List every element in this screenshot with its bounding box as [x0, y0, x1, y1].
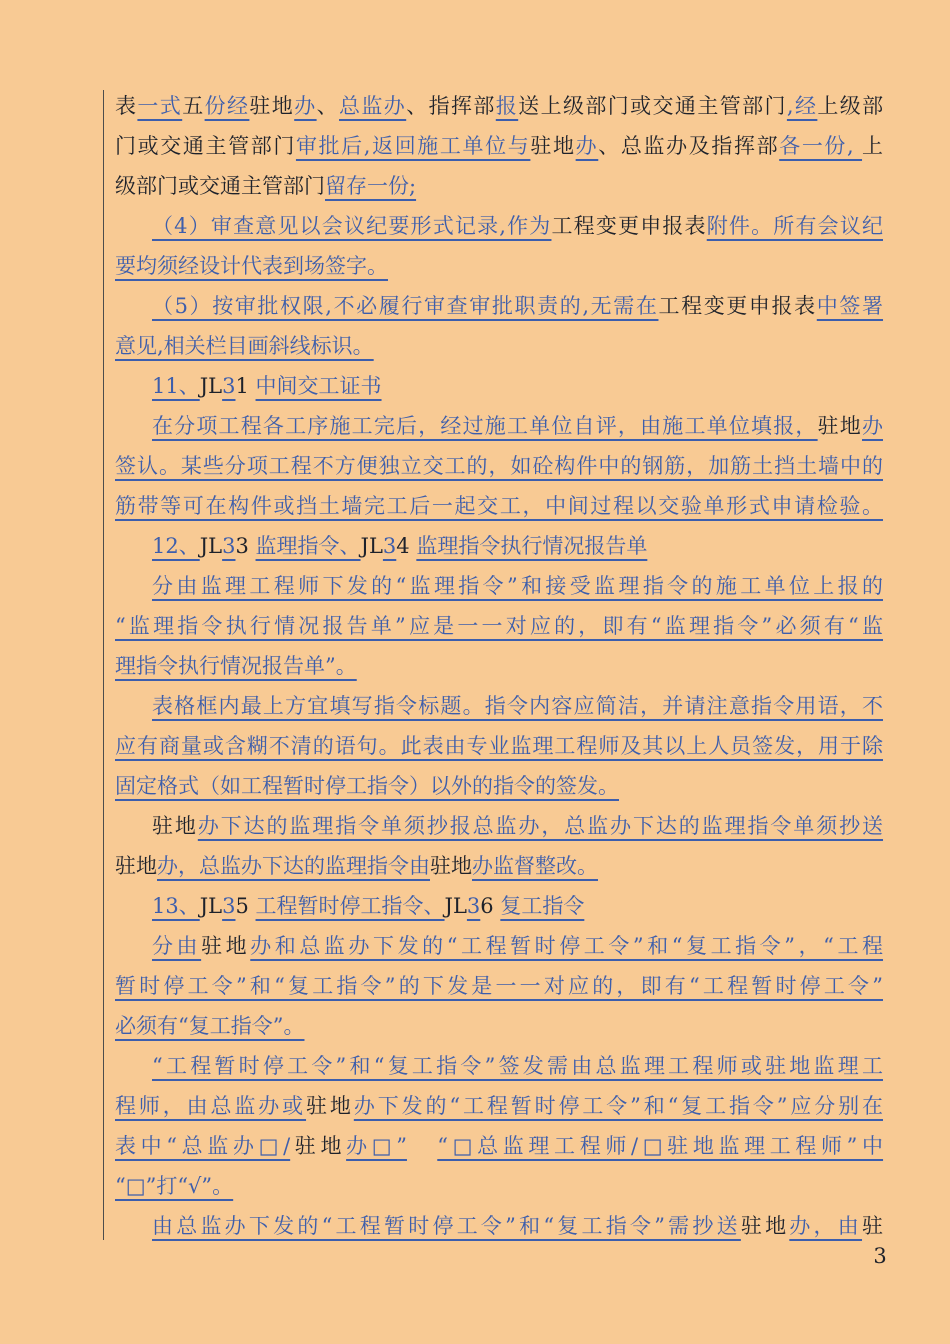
- inserted-text-segment: 3: [222, 894, 236, 918]
- text-line: [115, 1166, 883, 1206]
- inserted-text-segment: 3: [222, 534, 236, 558]
- inserted-text-segment: 复工指令: [500, 894, 585, 918]
- inserted-text-segment: 筋带等可在构件或挡土墙完工后一起交工，中间过程以交验单形式申请检验。: [115, 494, 883, 518]
- text-line: [115, 446, 883, 486]
- text-line: [115, 166, 883, 206]
- inserted-text-segment: （4）审查意见以会议纪要形式记录,作为: [152, 214, 552, 238]
- inserted-text-segment: 办下达的监理指令单须抄报总监办，总监办下达的监理指令单须抄送: [197, 814, 884, 838]
- text-line: [115, 286, 883, 326]
- inserted-text-segment: ,经: [786, 94, 818, 118]
- inserted-text-segment: 必须有“复工指令”。: [115, 1014, 305, 1038]
- original-text-segment: 驻地: [115, 854, 157, 878]
- original-text-segment: 驻地: [306, 1094, 354, 1118]
- text-line: [115, 246, 883, 286]
- inserted-text-segment: 附件。所有会议纪: [706, 214, 883, 238]
- original-text-segment: 门或交通主管部门: [115, 134, 296, 158]
- original-text-segment: 、: [316, 94, 340, 118]
- inserted-text-segment: 中间交工证书: [255, 374, 382, 398]
- inserted-text-segment: 办，总监办下达的监理指令由: [157, 854, 430, 878]
- inserted-text-segment: 审批后,返回施工单位与: [295, 134, 531, 158]
- text-line: [115, 766, 883, 806]
- inserted-text-segment: 办: [862, 414, 883, 438]
- page-number: 3: [873, 1244, 887, 1268]
- text-line: [115, 406, 883, 446]
- inserted-text-segment: 报: [495, 94, 519, 118]
- original-text-segment: 表: [115, 94, 138, 118]
- original-text-segment: 送上级部门或交通主管部门: [518, 94, 787, 118]
- inserted-text-segment: 3: [466, 894, 481, 918]
- inserted-text-segment: 3: [382, 534, 397, 558]
- original-text-segment: 驻地: [249, 94, 295, 118]
- original-text-segment: 、指挥部: [406, 94, 496, 118]
- inserted-text-segment: 办: [575, 134, 599, 158]
- text-line: [115, 806, 883, 846]
- original-text-segment: [407, 1134, 437, 1158]
- original-text-segment: 3: [235, 534, 256, 558]
- inserted-text-segment: 办: [294, 94, 317, 118]
- inserted-text-segment: 签认。某些分项工程不方便独立交工的，如砼构件中的钢筋，加筋土挡土墙中的: [115, 454, 883, 478]
- inserted-text-segment: 由总监办下发的“工程暂时停工令”和“复工指令”需抄送: [152, 1214, 741, 1238]
- original-text-segment: 驻地: [740, 1214, 790, 1238]
- inserted-text-segment: “工程暂时停工令”和“复工指令”签发需由总监理工程师或驻地监理工: [152, 1054, 883, 1078]
- text-line: [115, 206, 883, 246]
- original-text-segment: 6: [480, 894, 501, 918]
- text-line: [115, 726, 883, 766]
- original-text-segment: 驻地: [530, 134, 576, 158]
- inserted-text-segment: 办和总监办下发的“工程暂时停工令”和“复工指令”，“工程: [250, 934, 884, 958]
- inserted-text-segment: 在分项工程各工序施工完后，经过施工单位自评，由施工单位填报，: [152, 414, 818, 438]
- original-text-segment: 级部门或交通主管部门: [115, 174, 325, 198]
- original-text-segment: JL: [360, 534, 383, 558]
- original-text-segment: JL: [199, 534, 223, 558]
- inserted-text-segment: 办下发的“工程暂时停工令”和“复工指令”应分别在: [353, 1094, 883, 1118]
- original-text-segment: 工程变更申报表: [658, 294, 817, 318]
- inserted-text-segment: 表格框内最上方宜填写指令标题。指令内容应简洁，并请注意指令用语，不: [152, 694, 883, 718]
- text-line: [115, 846, 883, 886]
- text-line: [115, 1086, 883, 1126]
- text-line: [115, 686, 883, 726]
- inserted-text-segment: 理指令执行情况报告单”。: [115, 654, 357, 678]
- inserted-text-segment: （5）按审批权限,不必履行审查审批职责的,无需在: [152, 294, 659, 318]
- original-text-segment: 驻地: [817, 414, 862, 438]
- revision-change-bar: [103, 90, 104, 1240]
- text-line: [115, 126, 883, 166]
- inserted-text-segment: 监理指令、: [255, 534, 361, 558]
- inserted-text-segment: 留存一份;: [325, 174, 417, 198]
- inserted-text-segment: 办监督整改。: [472, 854, 598, 878]
- text-line: [115, 366, 883, 406]
- inserted-text-segment: “□总监理工程师/□驻地监理工程师”中: [437, 1134, 884, 1158]
- text-line: [115, 526, 883, 566]
- original-text-segment: 工程变更申报表: [551, 214, 707, 238]
- inserted-text-segment: 3: [222, 374, 236, 398]
- text-line: [115, 566, 883, 606]
- inserted-text-segment: “监理指令执行情况报告单”应是一一对应的，即有“监理指令”必须有“监: [115, 614, 883, 638]
- inserted-text-segment: 程师，由总监办或: [115, 1094, 307, 1118]
- inserted-text-segment: 应有商量或含糊不清的语句。此表由专业监理工程师及其以上人员签发，用于除: [115, 734, 883, 758]
- original-text-segment: JL: [199, 374, 223, 398]
- text-line: [115, 1126, 883, 1166]
- original-text-segment: JL: [444, 894, 467, 918]
- original-text-segment: 驻: [862, 1214, 884, 1238]
- original-text-segment: 5: [235, 894, 256, 918]
- original-text-segment: 、总监办及指挥部: [598, 134, 780, 158]
- text-line: [115, 926, 883, 966]
- inserted-text-segment: 要均须经设计代表到场签字。: [115, 254, 388, 278]
- original-text-segment: 驻地: [152, 814, 198, 838]
- text-line: [115, 646, 883, 686]
- original-text-segment: 上: [862, 134, 884, 158]
- inserted-text-segment: 12、: [152, 534, 200, 558]
- text-block: [115, 86, 883, 1246]
- text-line: [115, 606, 883, 646]
- text-line: [115, 486, 883, 526]
- inserted-text-segment: 总监办: [339, 94, 407, 118]
- text-line: [115, 86, 883, 126]
- text-line: [115, 1046, 883, 1086]
- inserted-text-segment: 各一份,: [779, 134, 863, 158]
- inserted-text-segment: 11、: [152, 374, 200, 398]
- inserted-text-segment: 一式: [137, 94, 183, 118]
- inserted-text-segment: 中签署: [816, 294, 884, 318]
- inserted-text-segment: 办，由: [789, 1214, 863, 1238]
- text-line: [115, 966, 883, 1006]
- inserted-text-segment: 监理指令执行情况报告单: [416, 534, 648, 558]
- inserted-text-segment: 分由监理工程师下发的“监理指令”和接受监理指令的施工单位上报的: [152, 574, 883, 598]
- original-text-segment: 驻地: [290, 1134, 347, 1158]
- inserted-text-segment: 份经: [204, 94, 250, 118]
- inserted-text-segment: 暂时停工令”和“复工指令”的下发是一一对应的，即有“工程暂时停工令”: [115, 974, 883, 998]
- inserted-text-segment: 固定格式（如工程暂时停工指令）以外的指令的签发。: [115, 774, 619, 798]
- original-text-segment: 驻地: [430, 854, 472, 878]
- inserted-text-segment: 表中“总监办□/: [115, 1134, 291, 1158]
- inserted-text-segment: 13、: [152, 894, 200, 918]
- inserted-text-segment: 分由: [152, 934, 202, 958]
- text-line: [115, 886, 883, 926]
- original-text-segment: JL: [199, 894, 223, 918]
- original-text-segment: 1: [235, 374, 256, 398]
- text-line: [115, 326, 883, 366]
- inserted-text-segment: “□”打“√”。: [115, 1174, 234, 1198]
- inserted-text-segment: 办□”: [346, 1134, 407, 1158]
- original-text-segment: 驻地: [201, 934, 251, 958]
- original-text-segment: 4: [396, 534, 417, 558]
- original-text-segment: 上级部: [817, 94, 884, 118]
- original-text-segment: 五: [182, 94, 205, 118]
- text-line: [115, 1006, 883, 1046]
- inserted-text-segment: 意见,相关栏目画斜线标识。: [115, 334, 374, 358]
- text-line: [115, 1206, 883, 1246]
- inserted-text-segment: 工程暂时停工指令、: [255, 894, 445, 918]
